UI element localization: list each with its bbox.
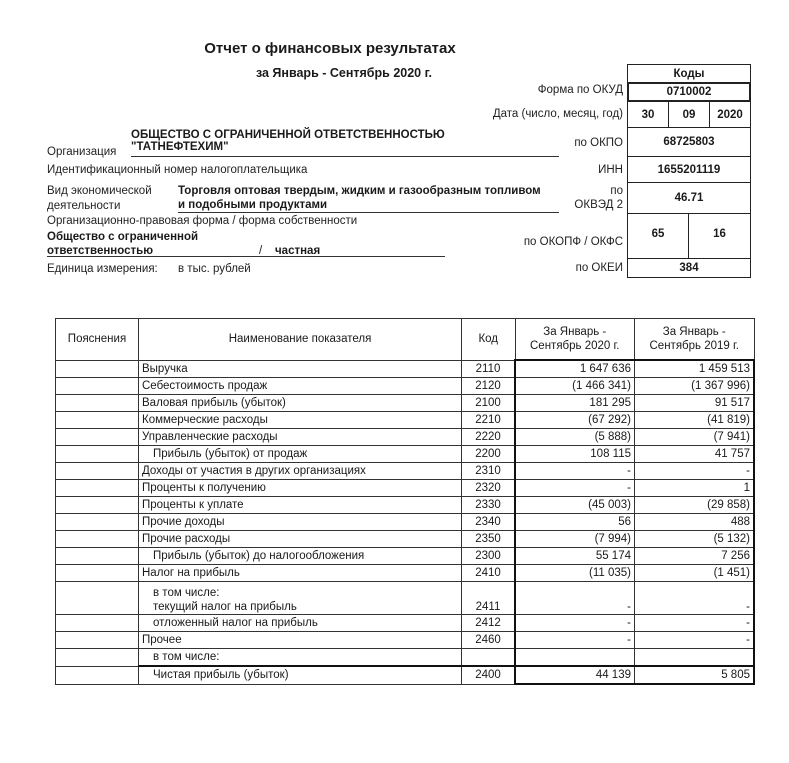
legal-form-label: Организационно-правовая форма / форма собственности <box>47 215 358 227</box>
row-name: Прибыль (убыток) до налогообложения <box>139 548 462 565</box>
activity-value-line1: Торговля оптовая твердым, жидким и газообразным топливом <box>178 185 541 197</box>
row-value-2020: 56 <box>515 514 635 531</box>
codes-heading: Коды <box>627 64 751 83</box>
row-name: Проценты к получению <box>139 480 462 497</box>
col-period-2019 <box>635 319 755 361</box>
row-value-2019: (41 819) <box>635 412 755 429</box>
table-row <box>56 582 755 615</box>
row-name: Прочее <box>139 632 462 649</box>
table-row-total <box>56 666 755 684</box>
row-name: Себестоимость продаж <box>139 378 462 395</box>
okpo-label: по ОКПО <box>574 137 623 149</box>
col-period-2020 <box>515 319 635 361</box>
okved-value: 46.71 <box>627 182 751 214</box>
okved-label-line1: по <box>610 185 623 197</box>
row-value-2019: - <box>635 615 755 632</box>
row-value-2019: (7 941) <box>635 429 755 446</box>
report-title: Отчет о финансовых результатах <box>204 40 456 57</box>
date-year: 2020 <box>709 101 751 128</box>
org-name-line2: "ТАТНЕФТЕХИМ" <box>131 141 229 153</box>
row-code: 2310 <box>462 463 516 480</box>
row-value-2020: 1 647 636 <box>515 360 635 378</box>
row-name: Прочие расходы <box>139 531 462 548</box>
row-code: 2350 <box>462 531 516 548</box>
row-value-2019: (29 858) <box>635 497 755 514</box>
row-value-2020: (67 292) <box>515 412 635 429</box>
row-name: Проценты к уплате <box>139 497 462 514</box>
col-code: Код <box>462 319 516 361</box>
row-code: 2320 <box>462 480 516 497</box>
okved-label-line2: ОКВЭД 2 <box>574 199 623 211</box>
row-name: в том числе: <box>139 649 462 667</box>
table-row <box>56 480 755 497</box>
activity-label <box>47 184 152 214</box>
row-value-2019: (5 132) <box>635 531 755 548</box>
inn-code-label: ИНН <box>598 164 623 176</box>
col-period-2020-line2: Сентябрь 2020 г. <box>530 340 620 352</box>
row-value-2019: 91 517 <box>635 395 755 412</box>
row-value-2019: - <box>635 463 755 480</box>
row-value-2019: 1 <box>635 480 755 497</box>
row-name: Доходы от участия в других организациях <box>139 463 462 480</box>
okpo-value: 68725803 <box>627 127 751 157</box>
unit-label: Единица измерения: <box>47 263 158 275</box>
okopf-value: 65 <box>627 213 689 259</box>
table-row <box>56 531 755 548</box>
row-code: 2300 <box>462 548 516 565</box>
row-value-2019 <box>635 649 755 667</box>
row-code: 2210 <box>462 412 516 429</box>
row-name: Валовая прибыль (убыток) <box>139 395 462 412</box>
row-code: 2412 <box>462 615 516 632</box>
row-value-2020: (5 888) <box>515 429 635 446</box>
row-name: Налог на прибыль <box>139 565 462 582</box>
activity-value <box>178 184 559 213</box>
table-row <box>56 497 755 514</box>
okei-value: 384 <box>627 258 751 278</box>
row-value-2020: 55 174 <box>515 548 635 565</box>
row-value-2020: 44 139 <box>515 666 635 684</box>
row-code: 2330 <box>462 497 516 514</box>
row-code: 2460 <box>462 632 516 649</box>
table-row <box>56 649 755 667</box>
row-value-2020: - <box>515 463 635 480</box>
date-day: 30 <box>627 101 669 128</box>
org-label: Организация <box>47 146 117 158</box>
table-row <box>56 378 755 395</box>
row-code: 2220 <box>462 429 516 446</box>
okei-label: по ОКЕИ <box>575 262 623 274</box>
row-value-2020: (11 035) <box>515 565 635 582</box>
activity-label-line1: Вид экономической <box>47 185 152 197</box>
row-code: 2400 <box>462 666 516 684</box>
col-notes: Пояснения <box>56 319 139 361</box>
row-value-2020 <box>515 649 635 667</box>
date-label: Дата (число, месяц, год) <box>492 108 623 120</box>
ownership-separator: / <box>259 245 263 257</box>
row-name <box>139 582 462 615</box>
org-name <box>131 129 559 157</box>
row-value-2019: 488 <box>635 514 755 531</box>
row-name: Чистая прибыль (убыток) <box>139 666 462 684</box>
table-row <box>56 615 755 632</box>
row-value-2019: 5 805 <box>635 666 755 684</box>
activity-value-line2: и подобными продуктами <box>178 199 328 211</box>
row-value-2019: - <box>635 582 755 615</box>
row-code: 2340 <box>462 514 516 531</box>
row-value-2020: (45 003) <box>515 497 635 514</box>
row-code: 2110 <box>462 360 516 378</box>
row-value-2019: - <box>635 632 755 649</box>
table-row <box>56 514 755 531</box>
col-name: Наименование показателя <box>139 319 462 361</box>
row-value-2020: - <box>515 480 635 497</box>
inn-value: 1655201119 <box>627 156 751 183</box>
table-row <box>56 446 755 463</box>
row-name-prefix: в том числе: <box>153 587 220 599</box>
report-period: за Январь - Сентябрь 2020 г. <box>255 66 433 80</box>
okfs-value: 16 <box>688 213 751 259</box>
row-value-2019: 7 256 <box>635 548 755 565</box>
table-row <box>56 565 755 582</box>
org-name-line1: ОБЩЕСТВО С ОГРАНИЧЕННОЙ ОТВЕТСТВЕННОСТЬЮ <box>131 129 445 141</box>
table-row <box>56 429 755 446</box>
row-value-2020: (7 994) <box>515 531 635 548</box>
row-code: 2200 <box>462 446 516 463</box>
table-row <box>56 360 755 378</box>
row-name: Выручка <box>139 360 462 378</box>
row-value-2019: (1 451) <box>635 565 755 582</box>
col-period-2019-line2: Сентябрь 2019 г. <box>649 340 739 352</box>
row-value-2020: - <box>515 615 635 632</box>
row-name: Прибыль (убыток) от продаж <box>139 446 462 463</box>
row-value-2019: 41 757 <box>635 446 755 463</box>
legal-form-line1: Общество с ограниченной <box>47 231 199 243</box>
row-name: Управленческие расходы <box>139 429 462 446</box>
table-header-row <box>56 319 755 361</box>
row-name-main: текущий налог на прибыль <box>153 601 297 613</box>
row-code: 2411 <box>462 582 516 615</box>
legal-form-value <box>47 230 445 257</box>
ownership-value: частная <box>275 245 321 257</box>
activity-label-line2: деятельности <box>47 200 121 212</box>
col-period-2020-line1: За Январь - <box>543 326 607 338</box>
okud-value: 0710002 <box>627 82 751 102</box>
row-code: 2120 <box>462 378 516 395</box>
legal-form-line2: ответственностью <box>47 245 154 257</box>
table-row <box>56 548 755 565</box>
row-value-2019: 1 459 513 <box>635 360 755 378</box>
table-row <box>56 463 755 480</box>
row-name: отложенный налог на прибыль <box>139 615 462 632</box>
row-value-2019: (1 367 996) <box>635 378 755 395</box>
okud-label: Форма по ОКУД <box>537 84 623 96</box>
row-value-2020: 181 295 <box>515 395 635 412</box>
row-name: Коммерческие расходы <box>139 412 462 429</box>
table-row <box>56 632 755 649</box>
okopf-label: по ОКОПФ / ОКФС <box>523 236 623 248</box>
row-value-2020: (1 466 341) <box>515 378 635 395</box>
unit-value: в тыс. рублей <box>178 263 251 275</box>
col-period-2019-line1: За Январь - <box>662 326 726 338</box>
table-row <box>56 395 755 412</box>
row-name: Прочие доходы <box>139 514 462 531</box>
row-code: 2410 <box>462 565 516 582</box>
row-code <box>462 649 516 667</box>
table-row <box>56 412 755 429</box>
row-value-2020: 108 115 <box>515 446 635 463</box>
row-value-2020: - <box>515 582 635 615</box>
financial-results-table <box>55 318 755 685</box>
row-code: 2100 <box>462 395 516 412</box>
row-value-2020: - <box>515 632 635 649</box>
inn-label: Идентификационный номер налогоплательщика <box>47 164 308 176</box>
date-month: 09 <box>668 101 710 128</box>
